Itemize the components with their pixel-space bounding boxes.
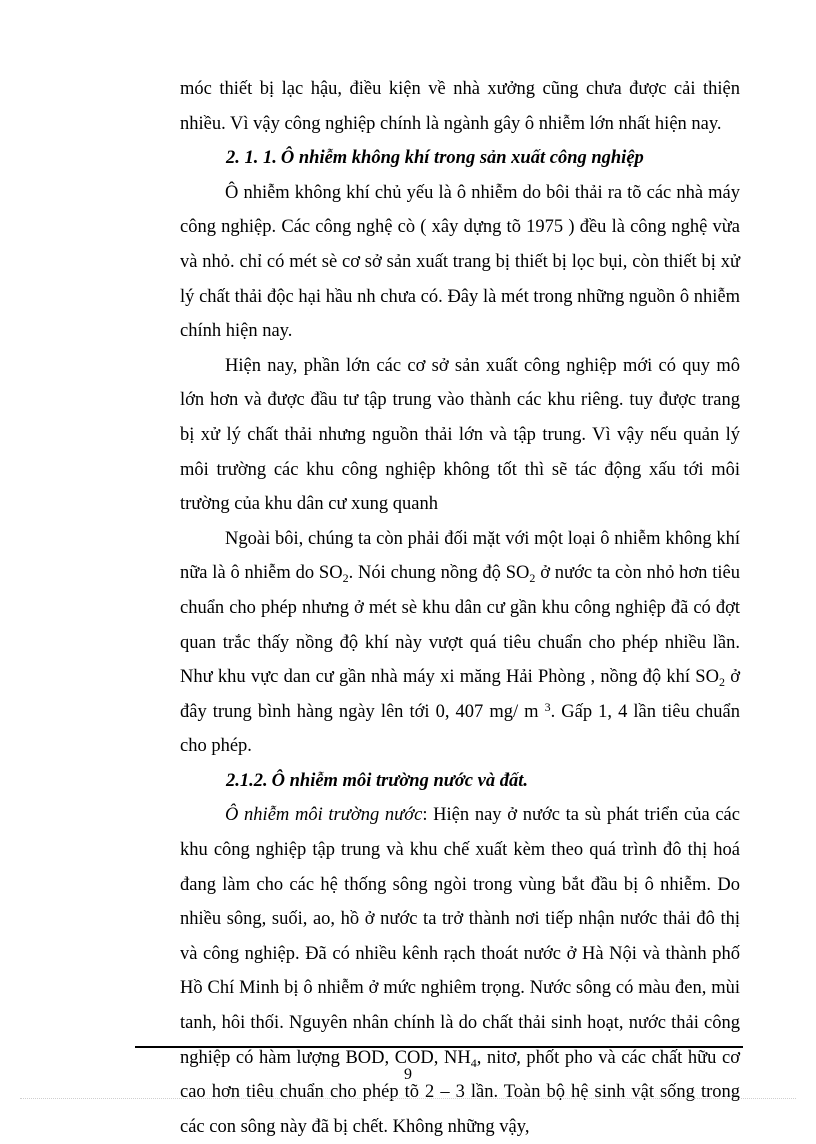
- subscript: 2: [529, 571, 536, 586]
- paragraph-text: . Gấp 1, 4 lần tiêu chuẩn cho phép.: [180, 701, 740, 757]
- section-title: Ô nhiễm môi trường nước và đất.: [271, 770, 528, 791]
- paragraph-text: Ngoài bôi, chúng ta còn phải đối mặt với một loại ô nhiễm không khí nữa là ô nhiễm do SO: [180, 528, 740, 584]
- paragraph-text: móc thiết bị lạc hậu, điều kiện về nhà xưởng cũng chưa được cải thiện nhiều. Vì vậy công nghiệp chính là ngành gây ô nhiễm lớn nhất hiện nay.: [180, 79, 740, 134]
- section-heading-2-1-2: [180, 764, 740, 799]
- subscript: 2: [718, 675, 725, 690]
- section-title: Ô nhiễm không khí trong sản xuất công nghiệp: [280, 148, 644, 169]
- section-heading-2-1-1: [180, 141, 740, 176]
- footer-divider: [135, 1046, 743, 1048]
- italic-term: Ô nhiễm môi trường nước: [225, 805, 423, 826]
- paragraph-text: , nitơ, phốt pho và các chất hữu cơ cao hơn tiêu chuẩn cho phép tõ 2 – 3 lần. Toàn bộ hệ sinh vật sống trong các con sông này đã bị chết. Không những vậy,: [180, 1047, 740, 1137]
- paragraph-continuation: [180, 72, 740, 141]
- page-bottom-border: [20, 1098, 796, 1099]
- superscript: 3: [544, 699, 551, 714]
- paragraph-so2: [180, 522, 740, 764]
- subscript: 4: [470, 1055, 477, 1070]
- page-body: [180, 72, 740, 1144]
- paragraph-text: ở nước ta còn nhỏ hơn tiêu chuẩn cho phép nhưng ở mét sè khu dân cư gần khu công nghiệp đã có đợt quan trắc thấy nồng độ khí này vượt quá tiêu chuẩn cho phép nhiều lần. Như khu vực dan cư gần nhà máy xi măng Hải Phòng , nồng độ khí SO: [180, 563, 740, 688]
- paragraph-industrial-zones: [180, 349, 740, 522]
- paragraph-text: . Nói chung nồng độ SO: [348, 563, 530, 584]
- page-number: 9: [404, 1066, 412, 1083]
- subscript: 2: [342, 571, 349, 586]
- paragraph-text: Ô nhiễm không khí chủ yếu là ô nhiễm do bôi thải ra tõ các nhà máy công nghiệp. Các công nghệ cò ( xây dựng tõ 1975 ) đều là công nghệ vừa và nhỏ. chỉ có mét sè cơ sở sản xuất trang bị thiết bị lọc bụi, còn thiết bị xử lý chất thải độc hại hầu nh chưa có. Đây là mét trong những nguồn ô nhiễm chính hiện nay.: [180, 182, 740, 342]
- paragraph-text: ở đây trung bình hàng ngày lên tới 0, 407 mg/ m: [180, 667, 740, 722]
- paragraph-text: Hiện nay, phần lớn các cơ sở sản xuất công nghiệp mới có quy mô lớn hơn và được đầu tư tập trung vào thành các khu riêng. tuy được trang bị xử lý chất thải nhưng nguồn thải lớn và tập trung. Vì vậy nếu quản lý môi trường các khu công nghiệp không tốt thì sẽ tác động xấu tới môi trường của khu dân cư xung quanh: [180, 355, 740, 515]
- section-number: 2.1.2.: [226, 770, 268, 791]
- paragraph-water-pollution: [180, 798, 740, 1144]
- section-number: 2. 1. 1.: [226, 148, 277, 169]
- paragraph-text: : Hiện nay ở nước ta sù phát triển của các khu công nghiệp tập trung và khu chế xuất kèm theo quá trình đô thị hoá đang làm cho các hệ thống sông ngòi trong vùng bắt đầu bị ô nhiễm. Do nhiều sông, suối, ao, hồ ở nước ta trở thành nơi tiếp nhận nước thải đô thị và công nghiệp. Đã có nhiều kênh rạch thoát nước ở Hà Nội và thành phố Hồ Chí Minh bị ô nhiễm ở mức nghiêm trọng. Nước sông có màu đen, mùi tanh, hôi thối. Nguyên nhân chính là do chất thải sinh hoạt, nước thải công nghiệp có hàm lượng BOD, COD, NH: [180, 805, 740, 1068]
- paragraph-air-pollution: [180, 176, 740, 349]
